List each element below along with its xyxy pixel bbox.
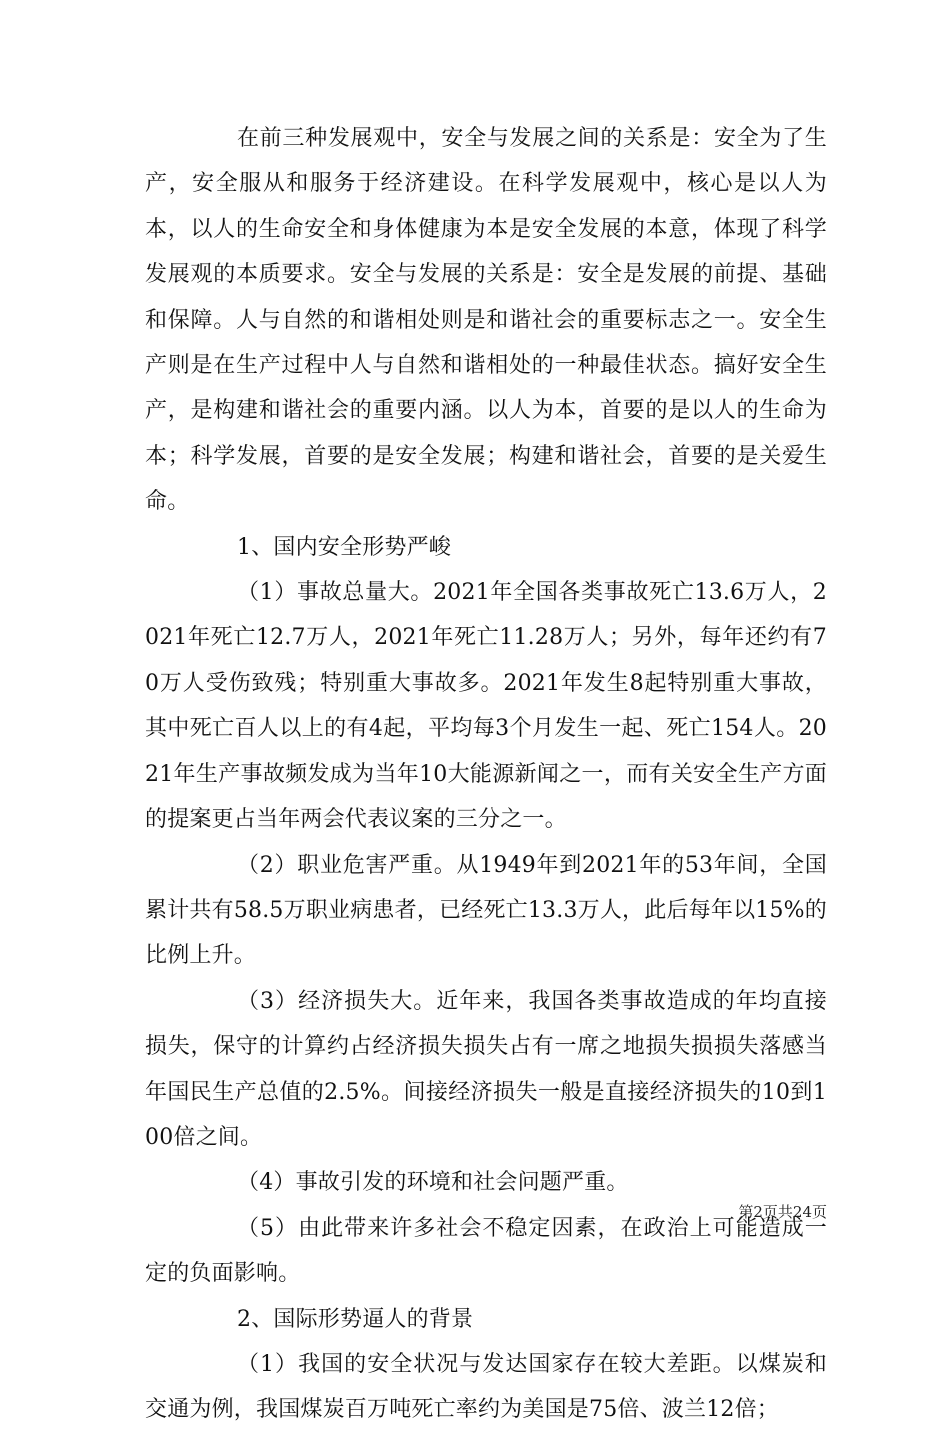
paragraph-item-3: （3）经济损失大。近年来，我国各类事故造成的年均直接损失，保守的计算约占经济损失损失占有一席之地损失损损失落感当年国民生产总值的2.5%。间接经济损失一般是直接经济损失的10到100倍之间。 [145, 988, 827, 1150]
paragraph-intl-1: （1）我国的安全状况与发达国家存在较大差距。以煤炭和交通为例，我国煤炭百万吨死亡率约为美国是75倍、波兰12倍； [145, 1351, 827, 1423]
paragraph-item-2: （2）职业危害严重。从1949年到2021年的53年间，全国累计共有58.5万职业病患者，已经死亡13.3万人，此后每年以15%的比例上升。 [145, 852, 827, 969]
paragraph-item-1: （1）事故总量大。2021年全国各类事故死亡13.6万人，2021年死亡12.7万人，2021年死亡11.28万人；另外，每年还约有70万人受伤致残；特别重大事故多。2021年发生8起特别重大事故，其中死亡百人以上的有4起，平均每3个月发生一起、死亡154人。2021年生产事故频发成为当年10大能源新闻之一，而有关安全生产方面的提案更占当年两会代表议案的三分之一。 [145, 580, 827, 833]
paragraph-intro: 在前三种发展观中，安全与发展之间的关系是：安全为了生产，安全服从和服务于经济建设。在科学发展观中，核心是以人为本，以人的生命安全和身体健康为本是安全发展的本意，体现了科学发展观的本质要求。安全与发展的关系是：安全是发展的前提、基础和保障。人与自然的和谐相处则是和谐社会的重要标志之一。安全生产则是在生产过程中人与自然和谐相处的一种最佳状态。搞好安全生产，是构建和谐社会的重要内涵。以人为本，首要的是以人的生命为本；科学发展，首要的是安全发展；构建和谐社会，首要的是关爱生命。 [145, 126, 827, 515]
section-heading-2: 2、国际形势逼人的背景 [237, 1306, 474, 1332]
paragraph-item-4: （4）事故引发的环境和社会问题严重。 [237, 1170, 629, 1196]
page-number-footer: 第2页共24页 [738, 1203, 827, 1221]
paragraph-item-5: （5）由此带来许多社会不稳定因素，在政治上可能造成一定的负面影响。 [145, 1215, 827, 1287]
section-heading-1: 1、国内安全形势严峻 [237, 534, 451, 560]
document-body [145, 116, 827, 1433]
